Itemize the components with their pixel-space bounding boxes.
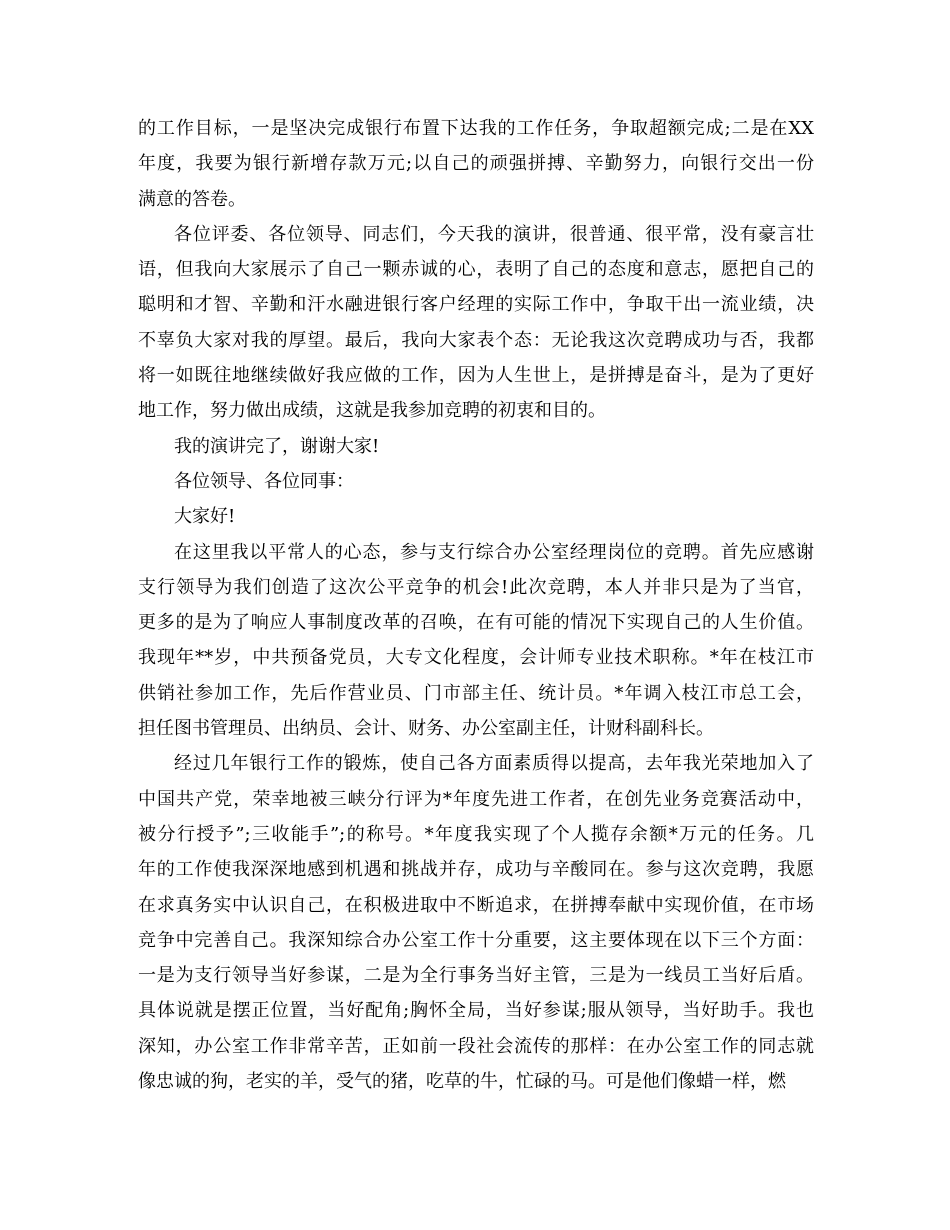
text-line: 不辜负大家对我的厚望。最后，我向大家表个态：无论我这次竞聘成功与否，我都 [138,329,814,351]
text-line: 年的工作使我深深地感到机遇和挑战并存，成功与辛酸同在。参与这次竞聘，我愿 [138,859,814,881]
text-line: 更多的是为了响应人事制度改革的召唤，在有可能的情况下实现自己的人生价值。 [138,612,814,634]
text-line: 支行领导为我们创造了这次公平竞争的机会!此次竞聘，本人并非只是为了当官， [138,576,814,598]
text-line: 我现年**岁，中共预备党员，大专文化程度，会计师专业技术职称。*年在枝江市 [138,647,814,669]
paragraph [138,217,814,429]
text-line: 中国共产党，荣幸地被三峡分行评为*年度先进工作者，在创先业务竞赛活动中， [138,788,814,810]
text-line: 大家好! [174,506,236,528]
text-line: 被分行授予”;三收能手”;的称号。*年度我实现了个人揽存余额*万元的任务。几 [138,823,814,845]
document-page [138,111,814,1099]
text-line: 各位领导、各位同事： [174,470,354,492]
text-line: 经过几年银行工作的锻炼，使自己各方面素质得以提高，去年我光荣地加入了 [174,753,814,775]
text-line: 年度，我要为银行新增存款万元;以自己的顽强拼搏、辛勤努力，向银行交出一份 [138,153,814,175]
paragraph [138,464,814,499]
paragraph [138,429,814,464]
text-line: 担任图书管理员、出纳员、会计、财务、办公室副主任，计财科副科长。 [138,718,714,740]
paragraph [138,499,814,534]
text-line: 在求真务实中认识自己，在积极进取中不断追求，在拼搏奉献中实现价值，在市场 [138,894,814,916]
text-line: 一是为支行领导当好参谋，二是为全行事务当好主管，三是为一线员工当好后盾。 [138,965,814,987]
text-line: 将一如既往地继续做好我应做的工作，因为人生世上，是拼搏是奋斗，是为了更好 [138,365,814,387]
text-line: 各位评委、各位领导、同志们，今天我的演讲，很普通、很平常，没有豪言壮 [174,223,814,245]
text-line: 聪明和才智、辛勤和汗水融进银行客户经理的实际工作中，争取干出一流业绩，决 [138,294,814,316]
text-line: 像忠诚的狗，老实的羊，受气的猪，吃草的牛，忙碌的马。可是他们像蜡一样，燃 [138,1071,786,1093]
paragraph [138,746,814,1099]
text-line: 具体说就是摆正位置，当好配角;胸怀全局，当好参谋;服从领导，当好助手。我也 [138,1000,814,1022]
paragraph [138,111,814,217]
text-line: 语，但我向大家展示了自己一颗赤诚的心，表明了自己的态度和意志，愿把自己的 [138,259,814,281]
text-line: 在这里我以平常人的心态，参与支行综合办公室经理岗位的竞聘。首先应感谢 [174,541,814,563]
text-line: 深知，办公室工作非常辛苦，正如前一段社会流传的那样：在办公室工作的同志就 [138,1035,814,1057]
text-line: 地工作，努力做出成绩，这就是我参加竞聘的初衷和目的。 [138,400,606,422]
text-line: 的工作目标，一是坚决完成银行布置下达我的工作任务，争取超额完成;二是在XX [138,118,814,139]
text-line: 我的演讲完了，谢谢大家! [174,435,380,457]
text-line: 满意的答卷。 [138,188,246,210]
text-line: 竞争中完善自己。我深知综合办公室工作十分重要，这主要体现在以下三个方面： [138,929,814,951]
text-line: 供销社参加工作，先后作营业员、门市部主任、统计员。*年调入枝江市总工会， [138,682,814,704]
paragraph [138,535,814,747]
